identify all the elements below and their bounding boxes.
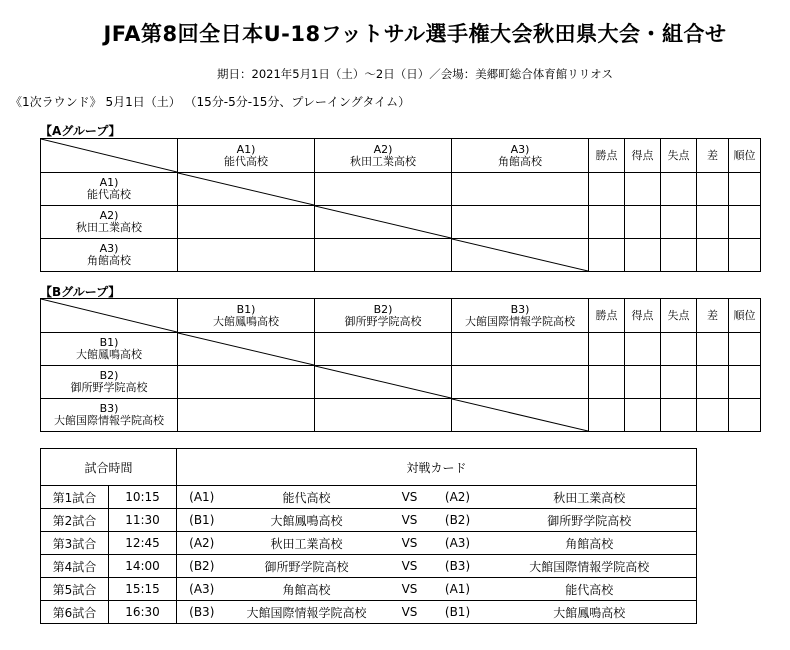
col-team-b1: B1) 大館鳳鳴高校 — [178, 299, 315, 333]
table-row — [41, 578, 697, 601]
team2-code: (B1) — [433, 601, 483, 624]
match-time: 11:30 — [109, 509, 177, 532]
team1-name: 大館鳳鳴高校 — [227, 509, 387, 532]
team1-name: 角館高校 — [227, 578, 387, 601]
match-label: 第4試合 — [41, 555, 109, 578]
team1-code: (A2) — [177, 532, 227, 555]
team1-code: (B3) — [177, 601, 227, 624]
team1-name: 秋田工業高校 — [227, 532, 387, 555]
team2-name: 大館鳳鳴高校 — [483, 601, 697, 624]
round-info: 《1次ラウンド》 5月1日（土） （15分-5分-15分、プレーイングタイム） — [10, 95, 411, 109]
col-team-a1: A1) 能代高校 — [178, 139, 315, 173]
header-rank: 順位 — [729, 139, 761, 173]
match-time: 16:30 — [109, 601, 177, 624]
header-goal-diff: 差 — [697, 299, 729, 333]
group-a-label: 【Aグループ】 — [40, 124, 121, 138]
vs-label: VS — [387, 486, 433, 509]
col-team-a2: A2) 秋田工業高校 — [315, 139, 452, 173]
row-team-a2: A2) 秋田工業高校 — [41, 206, 178, 239]
row-team-b1: B1) 大館鳳鳴高校 — [41, 333, 178, 366]
group-b-label: 【Bグループ】 — [40, 285, 121, 299]
match-time: 10:15 — [109, 486, 177, 509]
match-time: 14:00 — [109, 555, 177, 578]
team1-name: 御所野学院高校 — [227, 555, 387, 578]
col-team-b3: B3) 大館国際情報学院高校 — [452, 299, 589, 333]
corner-cell — [41, 139, 178, 173]
vs-label: VS — [387, 578, 433, 601]
match-label: 第2試合 — [41, 509, 109, 532]
team1-code: (B1) — [177, 509, 227, 532]
diagonal-line — [41, 139, 177, 172]
self-match-cell — [452, 399, 589, 432]
vs-label: VS — [387, 532, 433, 555]
header-points: 勝点 — [589, 299, 625, 333]
team2-code: (A2) — [433, 486, 483, 509]
row-team-b2: B2) 御所野学院高校 — [41, 366, 178, 399]
match-time: 12:45 — [109, 532, 177, 555]
table-row — [41, 601, 697, 624]
team1-name: 大館国際情報学院高校 — [227, 601, 387, 624]
team2-name: 角館高校 — [483, 532, 697, 555]
self-match-cell — [178, 333, 315, 366]
group-a-table — [40, 138, 761, 272]
match-schedule-table — [40, 448, 697, 624]
self-match-cell — [315, 206, 452, 239]
event-date-venue: 期日：2021年5月1日（土）～2日（日）／会場：美郷町総合体育館リリオス — [217, 67, 613, 81]
row-team-a1: A1) 能代高校 — [41, 173, 178, 206]
team1-code: (B2) — [177, 555, 227, 578]
team2-code: (B2) — [433, 509, 483, 532]
team1-name: 能代高校 — [227, 486, 387, 509]
self-match-cell — [452, 239, 589, 272]
team2-code: (B3) — [433, 555, 483, 578]
header-goals-for: 得点 — [625, 139, 661, 173]
header-rank: 順位 — [729, 299, 761, 333]
header-goals-against: 失点 — [661, 139, 697, 173]
vs-label: VS — [387, 555, 433, 578]
team1-code: (A1) — [177, 486, 227, 509]
header-match-time: 試合時間 — [41, 449, 177, 486]
header-goals-against: 失点 — [661, 299, 697, 333]
team1-code: (A3) — [177, 578, 227, 601]
page-title: JFA第8回全日本U-18フットサル選手権大会秋田県大会・組合せ — [103, 22, 727, 46]
team2-name: 能代高校 — [483, 578, 697, 601]
header-goal-diff: 差 — [697, 139, 729, 173]
match-label: 第1試合 — [41, 486, 109, 509]
match-time: 15:15 — [109, 578, 177, 601]
team2-name: 秋田工業高校 — [483, 486, 697, 509]
vs-label: VS — [387, 601, 433, 624]
table-row — [41, 509, 697, 532]
match-label: 第5試合 — [41, 578, 109, 601]
table-row — [41, 555, 697, 578]
team2-name: 御所野学院高校 — [483, 509, 697, 532]
group-b-table — [40, 298, 761, 432]
corner-cell — [41, 299, 178, 333]
team2-name: 大館国際情報学院高校 — [483, 555, 697, 578]
match-label: 第6試合 — [41, 601, 109, 624]
diagonal-line — [41, 299, 177, 332]
vs-label: VS — [387, 509, 433, 532]
header-goals-for: 得点 — [625, 299, 661, 333]
col-team-b2: B2) 御所野学院高校 — [315, 299, 452, 333]
row-team-a3: A3) 角館高校 — [41, 239, 178, 272]
self-match-cell — [315, 366, 452, 399]
col-team-a3: A3) 角館高校 — [452, 139, 589, 173]
match-label: 第3試合 — [41, 532, 109, 555]
team2-code: (A3) — [433, 532, 483, 555]
team2-code: (A1) — [433, 578, 483, 601]
table-row — [41, 486, 697, 509]
header-match-card: 対戦カード — [177, 449, 697, 486]
table-row — [41, 532, 697, 555]
header-points: 勝点 — [589, 139, 625, 173]
self-match-cell — [178, 173, 315, 206]
row-team-b3: B3) 大館国際情報学院高校 — [41, 399, 178, 432]
